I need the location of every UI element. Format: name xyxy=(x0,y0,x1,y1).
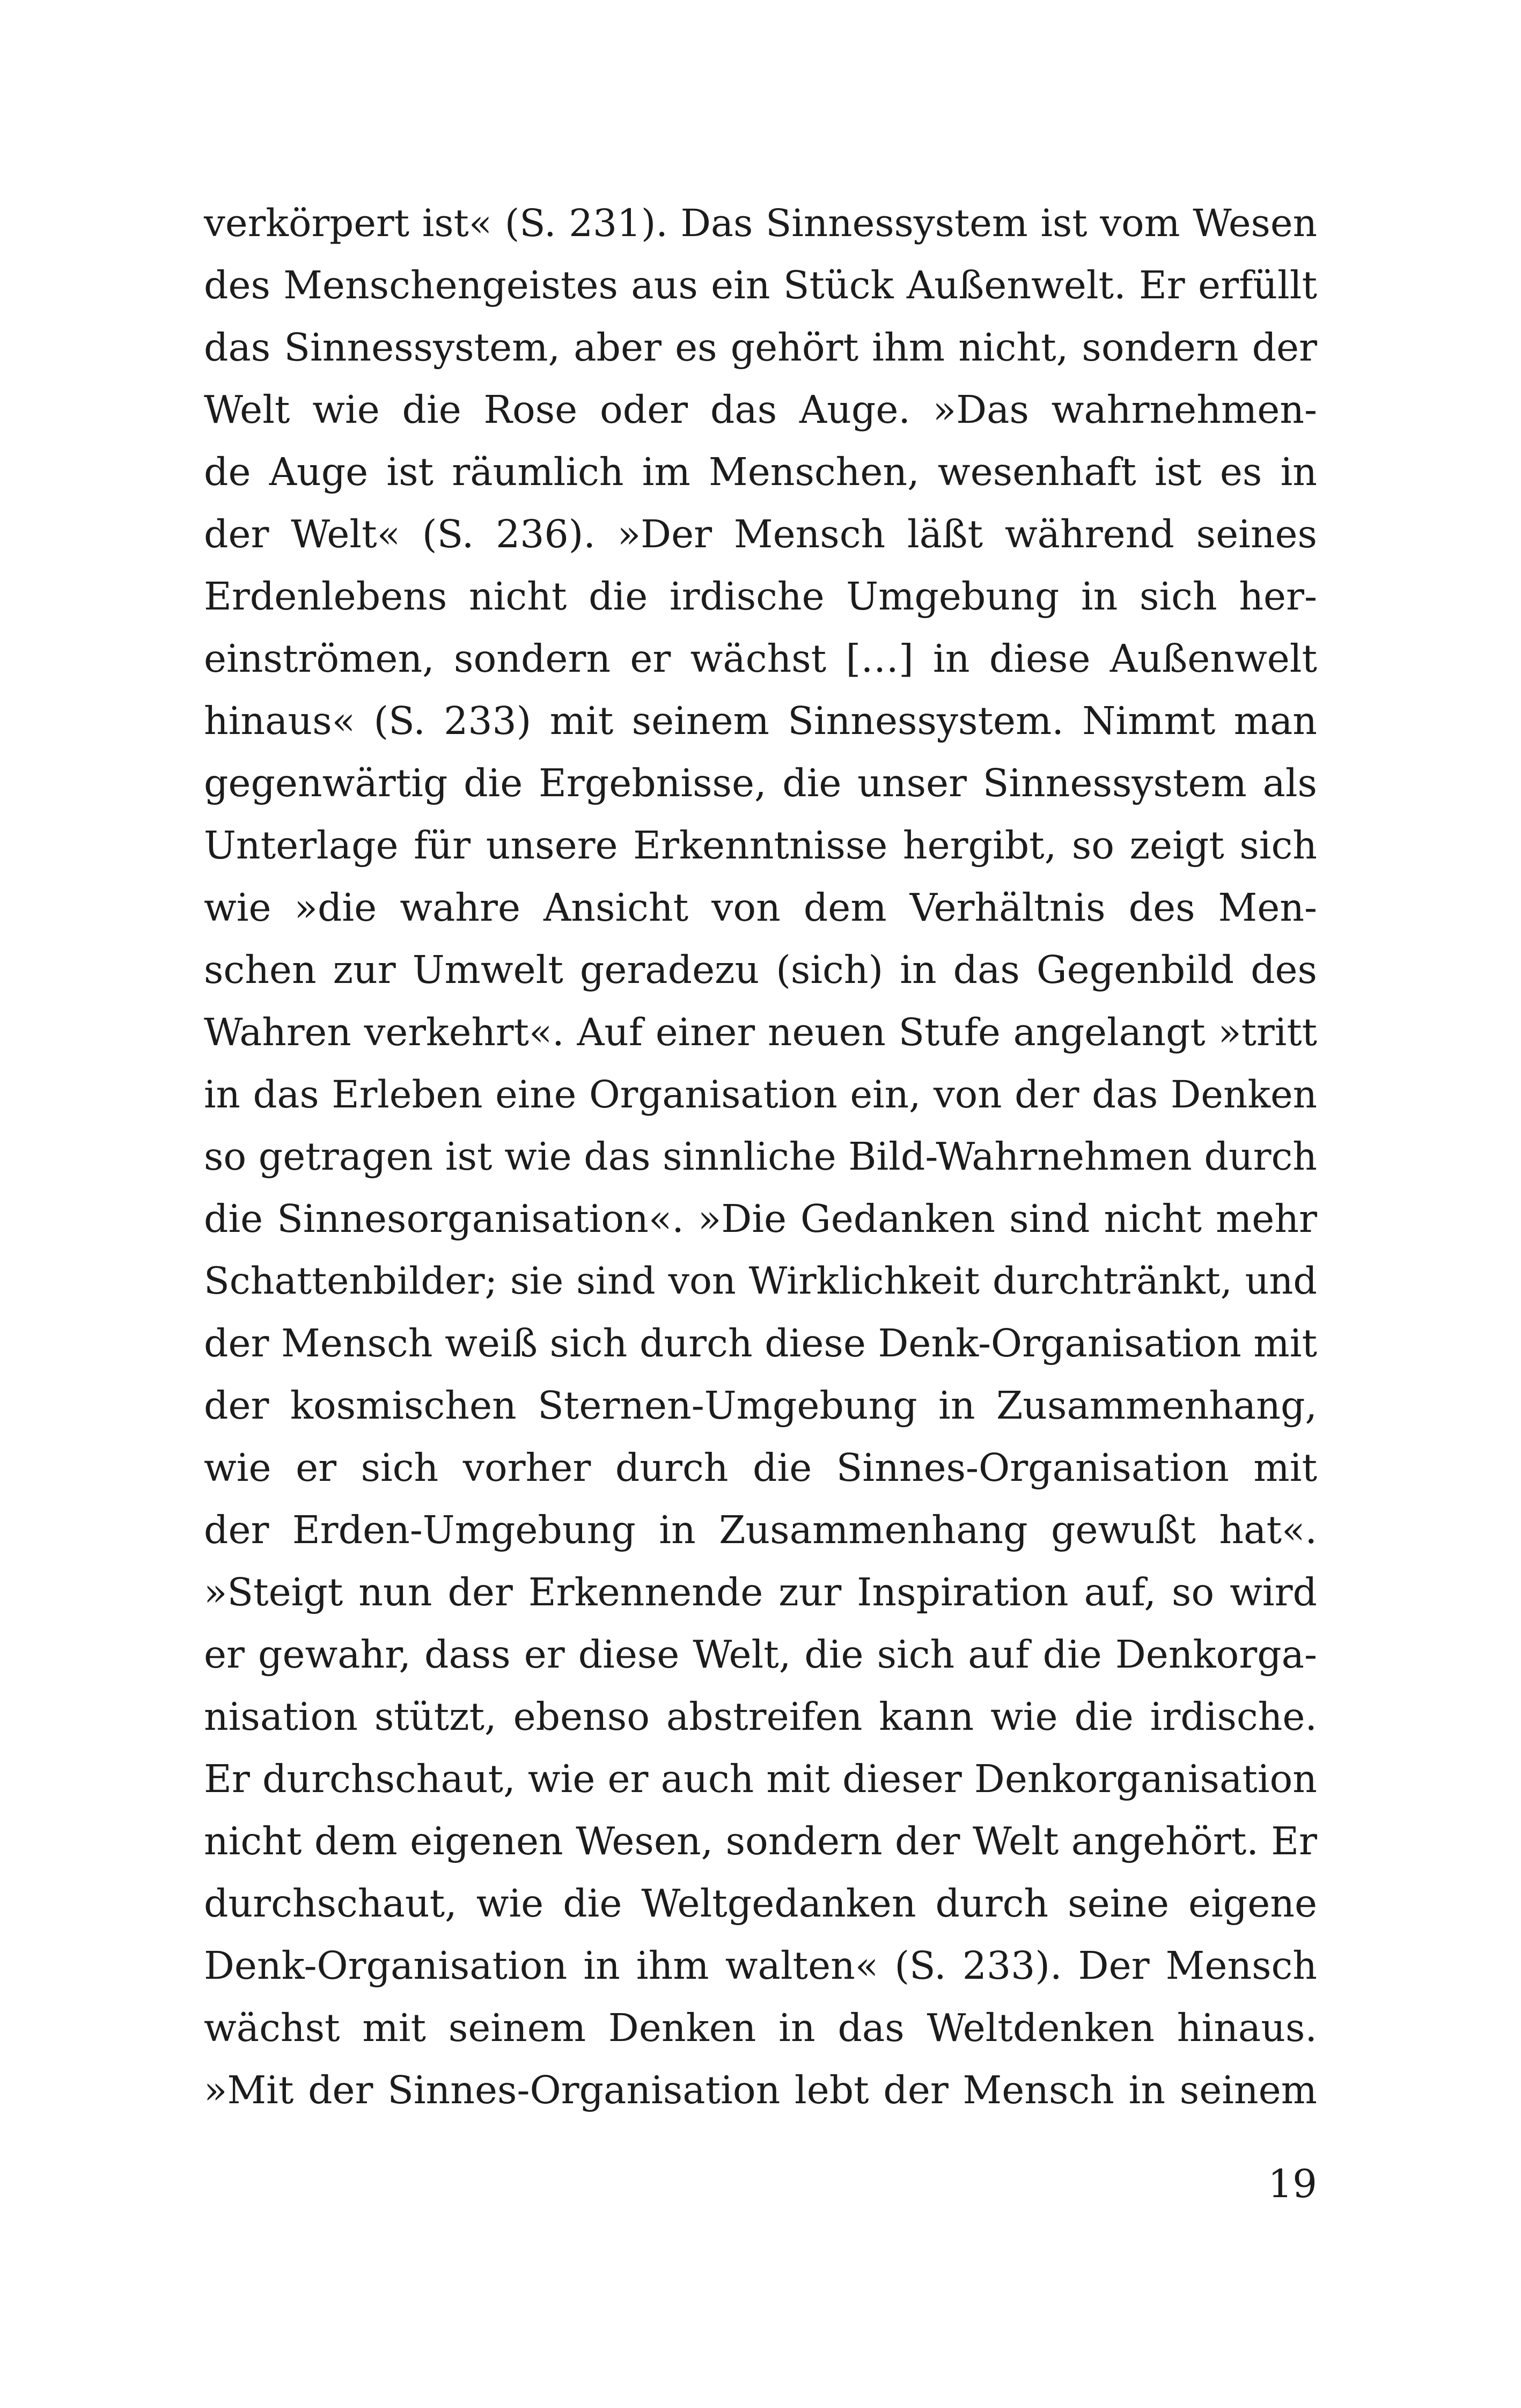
page-number: 19 xyxy=(1268,2161,1317,2206)
text-line: »Steigt nun der Erkennende zur Inspiration auf, so wird xyxy=(204,1570,1317,1614)
text-line: der Mensch weiß sich durch diese Denk-Organisation mit xyxy=(204,1321,1317,1365)
text-line: Unterlage für unsere Erkenntnisse hergibt, so zeigt sich xyxy=(204,823,1317,868)
text-line: »Mit der Sinnes-Organisation lebt der Mensch in seinem xyxy=(204,2068,1317,2112)
text-line: wie er sich vorher durch die Sinnes-Organisation mit xyxy=(204,1445,1317,1490)
text-line: er gewahr, dass er diese Welt, die sich auf die Denkorga- xyxy=(204,1632,1317,1677)
text-line: der Welt« (S. 236). »Der Mensch läßt während seines xyxy=(204,512,1317,556)
text-line: durchschaut, wie die Weltgedanken durch seine eigene xyxy=(204,1881,1317,1926)
body-text xyxy=(204,192,1317,2121)
text-line: nicht dem eigenen Wesen, sondern der Welt angehört. Er xyxy=(204,1819,1317,1863)
text-line: die Sinnesorganisation«. »Die Gedanken sind nicht mehr xyxy=(204,1196,1317,1241)
text-line: der Erden-Umgebung in Zusammenhang gewußt hat«. xyxy=(204,1508,1317,1552)
text-line: Schattenbilder; sie sind von Wirklichkeit durchtränkt, und xyxy=(204,1259,1317,1303)
text-line: Wahren verkehrt«. Auf einer neuen Stufe angelangt »tritt xyxy=(204,1010,1317,1054)
text-line: Er durchschaut, wie er auch mit dieser Denkorganisation xyxy=(204,1757,1317,1801)
text-line: wächst mit seinem Denken in das Weltdenken hinaus. xyxy=(204,2006,1317,2050)
text-line: das Sinnessystem, aber es gehört ihm nicht, sondern der xyxy=(204,325,1317,370)
text-line: wie »die wahre Ansicht von dem Verhältnis des Men- xyxy=(204,885,1317,930)
text-line: einströmen, sondern er wächst […] in diese Außenwelt xyxy=(204,636,1317,681)
text-line: so getragen ist wie das sinnliche Bild-Wahrnehmen durch xyxy=(204,1134,1317,1179)
text-line: schen zur Umwelt geradezu (sich) in das Gegenbild des xyxy=(204,948,1317,992)
text-line: des Menschengeistes aus ein Stück Außenwelt. Er erfüllt xyxy=(204,263,1317,307)
text-line: verkörpert ist« (S. 231). Das Sinnessystem ist vom Wesen xyxy=(204,201,1317,245)
text-line: gegenwärtig die Ergebnisse, die unser Sinnessystem als xyxy=(204,761,1317,805)
text-line: der kosmischen Sternen-Umgebung in Zusammenhang, xyxy=(204,1383,1317,1428)
text-line: Welt wie die Rose oder das Auge. »Das wahrnehmen- xyxy=(204,387,1317,432)
text-line: Erdenlebens nicht die irdische Umgebung in sich her- xyxy=(204,574,1317,619)
text-line: in das Erleben eine Organisation ein, von der das Denken xyxy=(204,1073,1317,1117)
text-line: Denk-Organisation in ihm walten« (S. 233). Der Mensch xyxy=(204,1943,1317,1988)
text-line: hinaus« (S. 233) mit seinem Sinnessystem. Nimmt man xyxy=(204,699,1317,743)
text-line: nisation stützt, ebenso abstreifen kann wie die irdische. xyxy=(204,1694,1317,1739)
text-line: de Auge ist räumlich im Menschen, wesenhaft ist es in xyxy=(204,450,1317,494)
